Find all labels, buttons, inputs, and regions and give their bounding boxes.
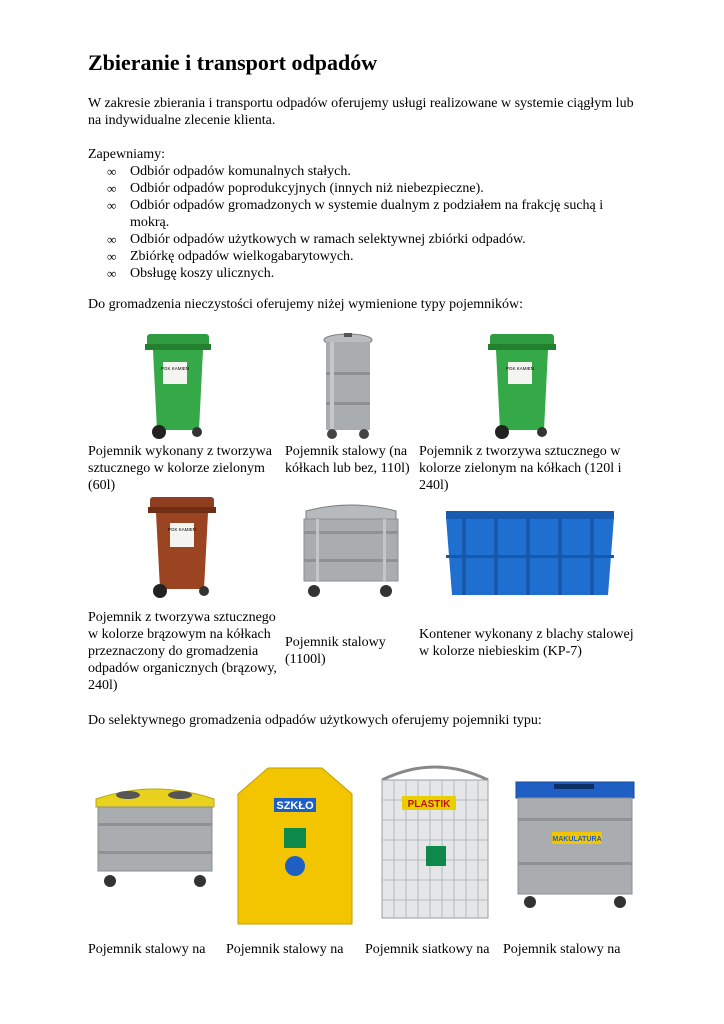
container-caption: Pojemnik wykonany z tworzywa sztucznego w kolorze zielonym (60l) xyxy=(88,444,272,493)
list-item: ∞ Odbiór odpadów użytkowych w ramach selektywnej zbiórki odpadów. xyxy=(107,232,526,247)
steel-bin-icon xyxy=(318,332,378,440)
services-list xyxy=(88,163,648,282)
list-item: ∞ Zbiórkę odpadów wielkogabarytowych. xyxy=(107,249,354,264)
bullet-icon: ∞ xyxy=(107,266,117,281)
selective-caption: Pojemnik stalowy na xyxy=(226,942,344,957)
steel-bin-yellow-lid-icon xyxy=(88,777,222,895)
steel-1100l-container-icon xyxy=(298,497,404,605)
list-item: ∞ Obsługę koszy ulicznych. xyxy=(107,266,275,281)
svg-text:PGK KAMIEŃ: PGK KAMIEŃ xyxy=(505,366,535,371)
mesh-plastic-bin-icon xyxy=(368,760,502,930)
container-caption: Pojemnik stalowy (1100l) xyxy=(285,635,386,667)
bullet-icon: ∞ xyxy=(107,232,117,247)
bullet-icon: ∞ xyxy=(107,164,117,179)
list-item: ∞ Odbiór odpadów poprodukcyjnych (innych niż niebezpieczne). xyxy=(107,181,484,196)
container-caption: Pojemnik stalowy (na kółkach lub bez, 110l) xyxy=(285,444,410,476)
svg-text:SZKŁO: SZKŁO xyxy=(276,800,314,812)
bullet-icon: ∞ xyxy=(107,181,117,196)
selective-intro: Do selektywnego gromadzenia odpadów użytkowych oferujemy pojemniki typu: xyxy=(88,713,542,728)
list-item: ∞ Odbiór odpadów komunalnych stałych. xyxy=(107,164,351,179)
container-caption: Pojemnik z tworzywa sztucznego w kolorze zielonym na kółkach (120l i 240l) xyxy=(419,444,622,493)
container-caption: Pojemnik z tworzywa sztucznego w kolorze brązowym na kółkach przeznaczony do gromadzenia odpadów organicznych (brązowy, 240l) xyxy=(88,610,277,693)
svg-text:PLASTIK: PLASTIK xyxy=(407,799,451,810)
steel-bin-blue-lid-icon xyxy=(508,772,642,912)
bullet-icon: ∞ xyxy=(107,198,117,213)
green-bin-icon xyxy=(137,332,219,440)
svg-text:PGK KAMIEŃ: PGK KAMIEŃ xyxy=(167,527,197,532)
containers-intro: Do gromadzenia nieczystości oferujemy niżej wymienione typy pojemników: xyxy=(88,297,524,312)
page-title: Zbieranie i transport odpadów xyxy=(88,50,378,75)
svg-text:PGK KAMIEŃ: PGK KAMIEŃ xyxy=(160,366,190,371)
selective-caption: Pojemnik siatkowy na xyxy=(365,942,490,957)
svg-text:MAKULATURA: MAKULATURA xyxy=(552,836,602,843)
selective-caption: Pojemnik stalowy na xyxy=(503,942,621,957)
brown-bin-icon xyxy=(138,495,226,600)
selective-caption: Pojemnik stalowy na xyxy=(88,942,206,957)
intro-paragraph: W zakresie zbierania i transportu odpadów oferujemy usługi realizowane w systemie ciągłym lub na indywidualne zlecenie klienta. xyxy=(88,96,634,128)
container-caption: Kontener wykonany z blachy stalowej w kolorze niebieskim (KP-7) xyxy=(419,627,634,659)
bullet-icon: ∞ xyxy=(107,249,117,264)
blue-kp7-container-icon xyxy=(442,497,618,605)
green-bin-icon xyxy=(478,332,566,440)
yellow-glass-bell-icon xyxy=(228,754,362,930)
list-item: ∞ Odbiór odpadów gromadzonych w systemie dualnym z podziałem na frakcję suchą i mokrą. xyxy=(107,198,604,230)
provide-label: Zapewniamy: xyxy=(88,147,165,162)
